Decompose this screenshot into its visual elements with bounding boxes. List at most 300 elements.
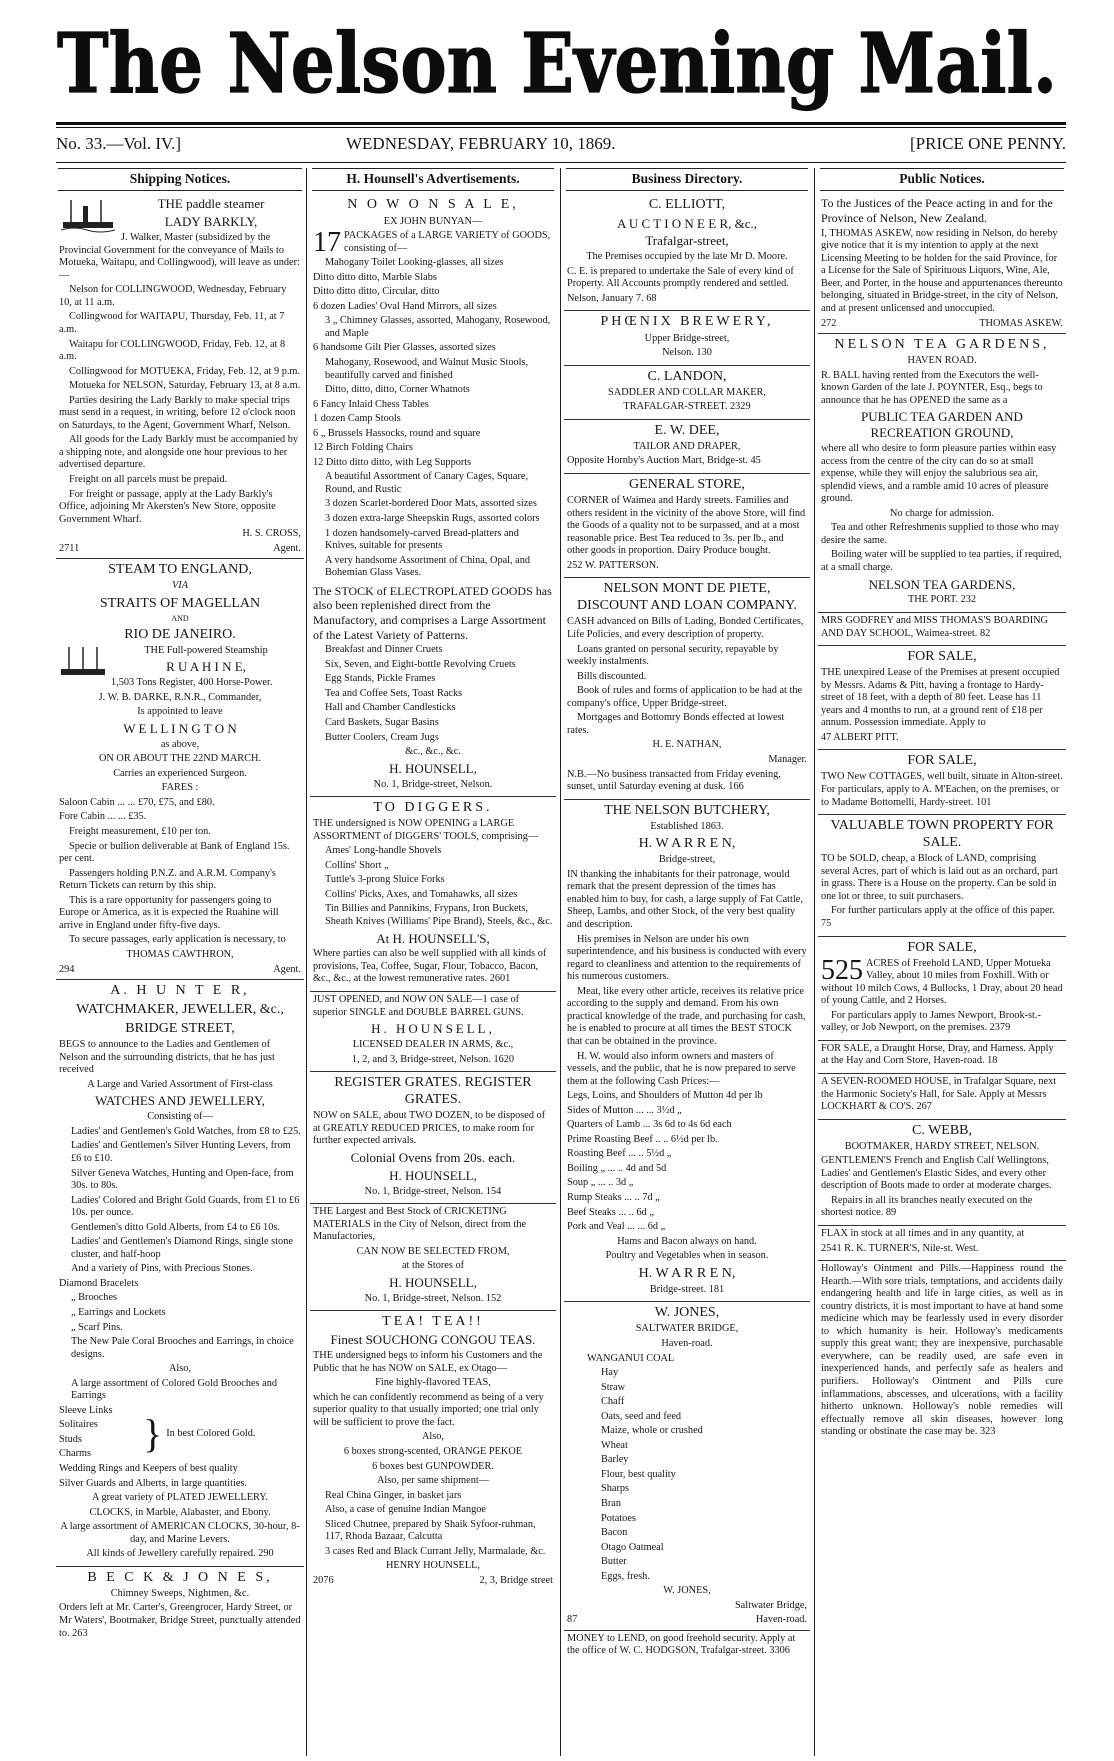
text-line: W E L L I N G T O N <box>123 720 237 736</box>
text-line: 1,503 Tons Register, 400 Horse-Power. <box>111 677 273 689</box>
issue-line <box>56 134 1066 160</box>
text-line: where all who desire to form pleasure parties within easy access from the centre of the city can do so at small expense, while they will enjoy the salubrious sea air, splendid views, and a ramble amid 10 acres of pleasure ground. <box>821 443 1057 505</box>
list-item: Butter <box>601 1556 627 1568</box>
list-item: 6 dozen Ladies' Oval Hand Mirrors, all sizes <box>313 300 497 312</box>
text-line: Fine highly-flavored TEAS, <box>375 1377 491 1389</box>
text-line: as above, <box>160 738 200 750</box>
list-item: Also, a case of genuine Indian Mangoe <box>325 1504 486 1516</box>
text-line: VIA <box>171 580 188 592</box>
issue-number: No. 33.—Vol. IV.] <box>56 134 181 153</box>
list-item: Diamond Bracelets <box>59 1277 139 1289</box>
ad-general-store <box>564 474 810 578</box>
list-item: Six, Seven, and Eight-bottle Revolving Cruets <box>325 658 516 670</box>
text-line: Opposite Hornby's Auction Mart, Bridge-st. 45 <box>567 455 761 467</box>
text-line: Bridge-street. 181 <box>649 1283 725 1295</box>
text-line: MONEY to LEND, on good freehold security. Apply at the office of W. C. HODGSON, Trafalgar-street. 3306 <box>567 1632 796 1657</box>
text-line: Finest SOUCHONG CONGOU TEAS. <box>330 1332 536 1348</box>
ad-title: TEA! TEA!! <box>382 1314 484 1330</box>
list-item: Real China Ginger, in basket jars <box>325 1489 462 1501</box>
list-item: 6 handsome Gilt Pier Glasses, assorted sizes <box>313 342 496 354</box>
text-line: Carries an experienced Surgeon. <box>113 767 247 779</box>
text-line: Boiling water will be supplied to tea parties, if required, at a small charge. <box>821 549 1062 573</box>
column-header: Business Directory. <box>566 168 808 191</box>
column-divider <box>814 168 815 1756</box>
text-line: Poultry and Vegetables when in season. <box>605 1250 769 1262</box>
text-line: which he can confidently recommend as being of a very superior quality to that usually imported; one trial only will be sufficient to prove the fact. <box>313 1391 544 1428</box>
list-item: Potatoes <box>601 1512 636 1524</box>
text-line: Freight measurement, £10 per ton. <box>69 826 211 838</box>
ad-license-notice <box>818 194 1066 334</box>
text-line: ACRES of Freehold LAND, Upper Motueka Valley, about 10 miles from Foxhill. With or without 10 milch Cows, 4 Bullocks, 1 Dray, about 20 head of young Cattle, and 2 Horses. <box>821 957 1063 1007</box>
signature: W. JONES, <box>663 1585 711 1597</box>
text-line: CORNER of Waimea and Hardy streets. Families and others resident in the vicinity of the above Store, will find the Goods of a quality not to be surpassed, and at a most reasonable price. Best Tea reduced to 3s. per lb., and other goods in proportion. Dairy Produce bought. <box>567 495 806 557</box>
list-item: Flour, best quality <box>601 1468 676 1480</box>
text-line: Meat, like every other article, receives its relative price according to the supply and demand. From his own practical knowledge of the trade, and purchasing for cash, he is enabled to procure at all times the BEST STOCK that can be obtained in the province. <box>567 985 806 1047</box>
text-line: No. 1, Bridge-street, Nelson. <box>373 778 493 790</box>
list-item: Sliced Chutnee, prepared by Shaik Syfoor-ruhman, 117, Rhoda Bazaar, Calcutta <box>325 1518 536 1543</box>
ad-w-jones <box>564 1302 810 1631</box>
text-line: All kinds of Jewellery carefully repaired. 290 <box>86 1548 274 1560</box>
list-item: Ladies' and Gentlemen's Gold Watches, from £8 to £25. <box>71 1125 301 1137</box>
text-line: Collingwood for WAITAPU, Thursday, Feb. 11, at 7 a.m. <box>59 311 285 336</box>
ad-title: GENERAL STORE, <box>629 476 745 492</box>
list-item: Wheat <box>601 1439 628 1451</box>
column-public-notices <box>818 168 1066 1756</box>
text-line: THE undersigned is NOW OPENING a LARGE ASSORTMENT of DIGGERS' TOOLS, comprising— <box>313 818 539 842</box>
list-item: Collins' Short „ <box>325 859 389 871</box>
list-item: Breakfast and Dinner Cruets <box>325 644 443 656</box>
text-line: TO be SOLD, cheap, a Block of LAND, comprising several Acres, part of which is laid out as an orchard, part in grass. There is a House on the property. Can be sold in one lot or three, to suit purchasers. <box>821 853 1059 902</box>
text-line: WANGANUI COAL <box>587 1352 675 1364</box>
list-item: Bacon <box>601 1527 628 1539</box>
text-line: A U C T I O N E E R, &c., <box>617 215 757 231</box>
list-item: Ditto, ditto, ditto, Corner Whatnots <box>325 384 470 396</box>
text-line: TAILOR AND DRAPER, <box>633 440 741 452</box>
ad-nelson-butchery <box>564 800 810 1303</box>
text-line: Hams and Bacon always on hand. <box>617 1235 757 1247</box>
price-row: Roasting Beef ... .. 5½d „ <box>567 1148 672 1160</box>
text-line: Parties desiring the Lady Barkly to make special trips must send in a request, in writing, before 12 o'clock noon on Saturdays, to the Agent, Government Wharf, Nelson. <box>59 394 296 431</box>
list-item: And a variety of Pins, with Precious Stones. <box>71 1263 253 1275</box>
text-line: LICENSED DEALER IN ARMS, &c., <box>352 1038 514 1050</box>
text-line: CLOCKS, in Marble, Alabaster, and Ebony. <box>89 1506 271 1518</box>
list-item: Charms <box>59 1448 92 1460</box>
text-line: Also, per same shipment— <box>376 1475 490 1487</box>
text-line: A SEVEN-ROOMED HOUSE, in Trafalgar Square, next the Harmonic Society's Hall, for Sale. Apply at Messrs LOCKHART & CO'S. 267 <box>821 1076 1057 1113</box>
text-line: Is appointed to leave <box>137 706 223 718</box>
list-item: Studs <box>59 1433 82 1445</box>
ad-school <box>818 613 1066 646</box>
list-item: 3 dozen Scarlet-bordered Door Mats, assorted sizes <box>325 498 537 510</box>
text-line: His premises in Nelson are under his own superintendence, and his business is conducted with every regard to cleanliness and attention to the requirements of his numerous customers. <box>567 933 807 983</box>
signature: H. W A R R E N, <box>638 1265 736 1281</box>
ad-lady-barkly <box>56 194 304 559</box>
ad-title: C. ELLIOTT, <box>648 197 726 213</box>
list-item: 3 dozen extra-large Sheepskin Rugs, assorted colors <box>325 513 540 525</box>
steamer-icon <box>59 196 117 236</box>
signature: H. S. CROSS, <box>242 528 301 540</box>
text-line: No. 1, Bridge-street, Nelson. 154 <box>364 1185 502 1197</box>
text-line: A great variety of PLATED JEWELLERY. <box>92 1492 268 1504</box>
signature: H. HOUNSELL, <box>389 760 477 776</box>
ad-title: WATCHMAKER, JEWELLER, &c., <box>76 1002 284 1018</box>
text-line: J. Walker, Master (subsidized by the Provincial Government for the conveyance of Mails to Motueka, Waitapu, and Collingwood), will leave as under:— <box>59 232 300 281</box>
text-line: The STOCK of ELECTROPLATED GOODS has also been replenished direct from the Manufactory, and comprises a Large Assortment of the Latest Variety of Patterns. <box>313 583 552 642</box>
ad-title: REGISTER GRATES. REGISTER GRATES. <box>334 1075 532 1108</box>
text-line: Freight on all parcels must be prepaid. <box>69 474 228 486</box>
list-item: Maize, whole or crushed <box>601 1425 703 1437</box>
text-line: 6 boxes best GUNPOWDER. <box>372 1460 494 1472</box>
ad-title: VALUABLE TOWN PROPERTY FOR SALE. <box>830 818 1054 851</box>
text-line: Also, <box>168 1363 192 1375</box>
text-line: R. BALL having rented from the Executors the well-known Garden of the late J. POYNTER, Esq., begs to announce that he has OPENED the same as a <box>821 369 1043 406</box>
list-item: Ditto ditto ditto, Marble Slabs <box>313 271 437 283</box>
text-line: For further particulars apply at the office of this paper. 75 <box>821 905 1055 930</box>
text-line: I, THOMAS ASKEW, now residing in Nelson, do hereby give notice that it is my intention to apply at the next Licensing Meeting to be holden for the said Province, for a License for the Sale of Spirituous Liquors, Wine, Ale, Beer, and Porter, in the house and appurtenances thereunto belonging, situated in Bridge-street, in the city of Nelson, and at present unlicensed and unoccupied. <box>821 227 1063 314</box>
text-line: Nelson for COLLINGWOOD, Wednesday, February 10, at 11 a.m. <box>59 284 287 308</box>
text-line: THE paddle steamer <box>157 196 265 212</box>
text-line: A Large and Varied Assortment of First-class <box>87 1078 273 1090</box>
ad-title: RIO DE JANEIRO. <box>124 626 236 642</box>
list-item: Mahogany Toilet Looking-glasses, all sizes <box>325 257 504 269</box>
text-line: TRAFALGAR-STREET. 2329 <box>623 401 751 413</box>
masthead <box>0 0 1114 118</box>
price-row: Legs, Loins, and Shoulders of Mutton 4d per lb <box>567 1090 763 1102</box>
text-line: CASH advanced on Bills of Lading, Bonded Certificates, Life Policies, and every description of property. <box>567 616 804 641</box>
list-item: A very handsome Assortment of China, Opal, and Bohemian Glass Vases. <box>325 554 531 579</box>
list-item: 1 dozen Camp Stools <box>313 413 401 425</box>
drop-number: 17 <box>313 227 341 259</box>
text-line: Bridge-street, <box>658 854 716 866</box>
fare-row: Fore Cabin ... ... £35. <box>59 811 147 823</box>
text-line: Mortgages and Bottomry Bonds effected at lowest rates. <box>567 712 785 736</box>
list-item: Egg Stands, Pickle Frames <box>325 673 436 685</box>
text-line: NELSON TEA GARDENS, <box>868 576 1016 592</box>
ad-draught-horse <box>818 1041 1066 1074</box>
column-header: H. Hounsell's Advertisements. <box>312 168 554 191</box>
text-line: 2541 R. K. TURNER'S, Nile-st. West. <box>821 1242 979 1254</box>
ad-title: TO DIGGERS. <box>373 800 493 816</box>
text-line: JUST OPENED, and NOW ON SALE—1 case of superior SINGLE and DOUBLE BARREL GUNS. <box>313 994 524 1018</box>
list-item: Chaff <box>601 1396 625 1408</box>
list-item: Wedding Rings and Keepers of best quality <box>59 1463 238 1474</box>
text-line: SADDLER AND COLLAR MAKER, <box>608 386 766 398</box>
ad-title: FOR SALE, <box>907 649 977 665</box>
text-line: The Premises occupied by the late Mr D. Moore. <box>586 251 788 263</box>
list-item: 3 „ Chimney Glasses, assorted, Mahogany, Rosewood, and Maple <box>325 315 551 339</box>
column-business <box>564 168 810 1756</box>
text-line: Saltwater Bridge, <box>734 1599 807 1611</box>
list-item: Solitaires <box>59 1419 98 1431</box>
signature: HENRY HOUNSELL, <box>385 1560 480 1572</box>
text-line: Consisting of— <box>147 1111 213 1123</box>
list-item: „ Earrings and Lockets <box>71 1306 166 1318</box>
brace-icon: } <box>143 1410 163 1456</box>
list-item: 3 cases Red and Black Currant Jelly, Marmalade, &c. <box>325 1545 546 1557</box>
ad-title: N O W O N S A L E, <box>347 197 519 213</box>
issue-price: [PRICE ONE PENNY. <box>909 134 1066 153</box>
text-line: Loans granted on personal security, repayable by weekly instalments. <box>567 643 779 668</box>
ad-number: 2711 <box>59 542 80 554</box>
text-line: To the Justices of the Peace acting in and for the Province of Nelson, New Zealand. <box>821 196 1053 226</box>
masthead-svg <box>0 0 1114 118</box>
price-row: Soup „ ... .. 3d „ <box>567 1177 634 1189</box>
ad-mont-de-piete <box>564 578 810 799</box>
ad-number: 294 <box>59 963 75 975</box>
list-item: Hay <box>601 1367 619 1379</box>
price-row: Sides of Mutton ... ... 3½d „ <box>567 1104 682 1116</box>
text-line: THE unexpired Lease of the Premises at present occupied by Messrs. Adams & Pitt, having a frontage to Hardy-street of 18 feet, with a depth of 80 feet. Lease has 11 years and 4 months to run, at a ground rent of £18 per annum. Possession immediate. Apply to <box>821 667 1060 729</box>
text-line: SALTWATER BRIDGE, <box>635 1323 739 1335</box>
signature: H. HOUNSELL, <box>371 1021 495 1037</box>
ad-cricketing <box>310 1204 556 1311</box>
list-item: Barley <box>601 1454 629 1466</box>
text-line: AND <box>171 614 189 624</box>
ad-to-diggers <box>310 797 556 992</box>
text-line: In best Colored Gold. <box>166 1427 256 1439</box>
ad-phoenix-brewery <box>564 311 810 365</box>
column-header: Shipping Notices. <box>58 168 302 191</box>
ad-holloway <box>818 1261 1066 1444</box>
text-line: No charge for admission. <box>890 507 994 519</box>
list-item: 12 Ditto ditto ditto, with Leg Supports <box>313 456 472 468</box>
text-line: Manager. <box>768 753 807 765</box>
column-hounsell <box>310 168 556 1756</box>
list-item: A large assortment of Colored Gold Brooches and Earrings <box>71 1377 277 1402</box>
list-item: Card Baskets, Sugar Basins <box>325 717 439 728</box>
text-line: FARES : <box>161 782 199 794</box>
text-line: BOOTMAKER, HARDY STREET, NELSON. <box>844 1140 1040 1152</box>
ad-title: FOR SALE, <box>907 939 977 955</box>
list-item: „ Scarf Pins. <box>71 1321 123 1333</box>
ad-register-grates <box>310 1072 556 1204</box>
ad-title: BRIDGE STREET, <box>125 1021 235 1037</box>
text-line: at the Stores of <box>401 1260 465 1272</box>
list-item: 6 Fancy Inlaid Chess Tables <box>313 398 429 410</box>
ad-guns <box>310 992 556 1072</box>
issue-date: WEDNESDAY, FEBRUARY 10, 1869. <box>346 134 616 153</box>
ad-title: NELSON TEA GARDENS, <box>834 337 1050 353</box>
text-line: 1, 2, and 3, Bridge-street, Nelson. 1620 <box>351 1053 515 1065</box>
ad-title: PHŒNIX BREWERY, <box>600 314 774 330</box>
list-item: A beautiful Assortment of Canary Cages, Square, Round, and Rustic <box>325 471 529 495</box>
text-line: Tea and other Refreshments supplied to those who may desire the same. <box>821 522 1060 546</box>
text-line: THE undersigned begs to inform his Customers and the Public that he has NOW on SALE, ex Otago— <box>313 1350 543 1374</box>
ad-title: STRAITS OF MAGELLAN <box>99 595 261 611</box>
ad-dee <box>564 420 810 474</box>
signature: H. HOUNSELL, <box>389 1167 477 1183</box>
drop-number: 525 <box>821 954 863 986</box>
ad-tea <box>310 1311 556 1590</box>
text-line: C. E. is prepared to undertake the Sale of every kind of Property. All Accounts promptly rendered and settled. <box>567 265 794 290</box>
ad-title: B E C K & J O N E S, <box>87 1569 273 1585</box>
list-item: Otago Oatmeal <box>601 1541 664 1553</box>
text-line: FOR SALE, a Draught Horse, Dray, and Harness. Apply at the Hay and Corn Store, Haven-road. 18 <box>821 1042 1054 1067</box>
list-item: Straw <box>601 1381 626 1393</box>
ad-for-sale-cottages <box>818 750 1066 815</box>
list-item: Silver Geneva Watches, Hunting and Open-face, from 30s. to 80s. <box>71 1167 294 1192</box>
text-line: EX JOHN BUNYAN— <box>383 215 483 227</box>
text-line: TWO New COTTAGES, well built, situate in Alton-street. For particulars, apply to A. M'Eachen, on the premises, or to Madame Bottomelli, Hardy-street. 101 <box>821 771 1063 808</box>
ad-landon <box>564 366 810 420</box>
text-line: Specie or bullion deliverable at Bank of England 15s. per cent. <box>59 840 290 865</box>
list-item: Ladies' Colored and Bright Gold Guards, from £1 to £6 10s. per ounce. <box>71 1194 300 1219</box>
list-item: Bran <box>601 1497 622 1509</box>
text-line: 47 ALBERT PITT. <box>821 731 899 743</box>
ad-money-to-lend <box>564 1631 810 1663</box>
ad-title: C. LANDON, <box>647 368 727 384</box>
text-line: Established 1863. <box>650 820 724 832</box>
list-item: Ditto ditto ditto, Circular, ditto <box>313 286 440 298</box>
list-item: Mahogany, Rosewood, and Walnut Music Stools, beautifully carved and finished <box>325 357 529 381</box>
text-line: Colonial Ovens from 20s. each. <box>350 1149 516 1165</box>
ad-town-property <box>818 815 1066 936</box>
text-line: NOW on SALE, about TWO DOZEN, to be disposed of at GREATLY REDUCED PRICES, to make room for further expected arrivals. <box>313 1110 546 1147</box>
signature: At H. HOUNSELL'S, <box>376 930 490 946</box>
text-line: HAVEN ROAD. <box>907 355 977 367</box>
ad-title: W. JONES, <box>654 1305 720 1321</box>
list-item: Ladies' and Gentlemen's Silver Hunting Levers, from £6 to £10. <box>71 1140 291 1164</box>
column-divider <box>560 168 561 1756</box>
text-line: Book of rules and forms of application to be had at the company's office, Upper Bridge-street. <box>567 685 803 709</box>
text-line: Waitapu for COLLINGWOOD, Friday, Feb. 12, at 8 a.m. <box>59 338 286 363</box>
list-item: Ladies' and Gentlemen's Diamond Rings, single stone cluster, and half-hoop <box>71 1236 293 1260</box>
text-line: J. W. B. DARKE, R.N.R., Commander, <box>98 691 262 703</box>
list-item: Gentlemen's ditto Gold Alberts, from £4 to £6 10s. <box>71 1221 280 1233</box>
text-line: MRS GODFREY and MISS THOMAS'S BOARDING AND DAY SCHOOL, Waimea-street. 82 <box>821 614 1048 639</box>
text-line: Trafalgar-street, <box>645 233 729 249</box>
text-line: H. W. would also inform owners and masters of vessels, and the public, that he is now prepared to serve them at the following Cash Prices:— <box>567 1050 796 1087</box>
ad-hunter-watchmaker <box>56 980 304 1567</box>
price-row: Pork and Veal ... ... 6d „ <box>567 1221 666 1233</box>
column-shipping <box>56 168 304 1756</box>
list-item: Tuttle's 3-prong Sluice Forks <box>325 874 445 886</box>
text-line: PACKAGES of a LARGE VARIETY of GOODS, consisting of— <box>344 230 551 254</box>
text-line: Haven-road. <box>661 1337 713 1349</box>
steamship-icon <box>59 645 107 681</box>
masthead-rule-thin <box>56 127 1066 128</box>
price-row: Prime Roasting Beef .. .. 6½d per lb. <box>567 1133 718 1145</box>
text-line: No. 1, Bridge-street, Nelson. 152 <box>364 1292 502 1304</box>
ad-elliott <box>564 194 810 311</box>
goods-list <box>567 1367 807 1583</box>
text-line: WATCHES AND JEWELLERY, <box>95 1093 265 1109</box>
list-item: Butter Coolers, Cream Jugs <box>325 731 439 743</box>
ad-title: FOR SALE, <box>907 753 977 769</box>
list-item: Eggs, fresh. <box>601 1570 650 1582</box>
text-line: For particulars apply to James Newport, Brook-st.-valley, or Job Newport, on the premises. 2379 <box>821 1009 1041 1034</box>
list-item: 12 Birch Folding Chairs <box>313 442 413 454</box>
text-line: &c., &c., &c. <box>405 746 461 758</box>
text-line: N.B.—No business transacted from Friday evening, sunset, until Saturday evening at dusk. 166 <box>567 768 781 793</box>
text-line: Orders left at Mr. Carter's, Greengrocer, Hardy Street, or Mr Waters', Bootmaker, Bridge Street, punctually attended to. 263 <box>59 1602 301 1639</box>
column-header: Public Notices. <box>820 168 1064 191</box>
list-item: Tea and Coffee Sets, Toast Racks <box>325 687 463 699</box>
ad-for-sale-lease <box>818 646 1066 750</box>
text-line: IN thanking the inhabitants for their patronage, would remark that the present depression of the times has enabled him to buy, for cash, a large supply of Fat Cattle, Sheep, Lambs, and other Stock, of the very best quality and description. <box>567 868 803 931</box>
text-line: FLAX in stock at all times and in any quantity, at <box>821 1228 1025 1240</box>
ship-name: R U A H I N E, <box>166 659 246 675</box>
text-line: Nelson, January 7. 68 <box>567 292 657 304</box>
signature: H. HOUNSELL, <box>389 1274 477 1290</box>
text-line: Collingwood for MOTUEKA, Friday, Feb. 12, at 9 p.m. <box>69 365 300 377</box>
ad-title: A. H U N T E R, <box>110 983 250 999</box>
ad-webb-bootmaker <box>818 1120 1066 1226</box>
signature: H. E. NATHAN, <box>652 739 722 751</box>
fare-row: Saloon Cabin ... ... £70, £75, and £80. <box>59 796 215 808</box>
text-line: To secure passages, early application is necessary, to <box>69 934 286 946</box>
list-item: Oats, seed and feed <box>601 1410 682 1422</box>
price-row: Boiling „ ... .. 4d and 5d <box>567 1162 667 1174</box>
list-item: Ames' Long-handle Shovels <box>325 845 442 857</box>
ad-flax <box>818 1226 1066 1261</box>
text-line: Agent. <box>273 963 301 975</box>
ad-now-on-sale <box>310 194 556 797</box>
column-divider <box>306 168 307 1756</box>
text-line: 2, 3, Bridge street <box>479 1574 553 1586</box>
masthead-title: The Nelson Evening Mail. <box>57 16 1057 112</box>
ad-freehold-land <box>818 937 1066 1041</box>
text-line: PUBLIC TEA GARDEN AND RECREATION GROUND, <box>861 409 1023 441</box>
list-item: Collins' Picks, Axes, and Tomahawks, all sizes <box>325 888 518 900</box>
text-line: Passengers holding P.N.Z. and A.R.M. Company's Return Tickets can return by this ship. <box>59 867 276 892</box>
text-line: THE Largest and Best Stock of CRICKETING MATERIALS in the City of Nelson, direct from the Manufactories, <box>313 1206 527 1243</box>
text-line: Bills discounted. <box>577 670 647 682</box>
price-row: Quarters of Lamb ... 3s 6d to 4s 6d each <box>567 1119 732 1131</box>
list-item: 1 dozen handsomely-carved Bread-platters and Knives, suitable for presents <box>325 527 519 552</box>
text-line: Haven-road. <box>755 1614 807 1626</box>
text-line: Holloway's Ointment and Pills.—Happiness round the Hearth.—With sore trials, temptations, and accidents daily endangering health and life in large cities, as well as in country districts, it is most important to have at hand some medicine which may be fearlessly used in every disorder to which humanity is heir. Holloway's medicaments supply this great want; they are inexpensive, purchasable everywhere, can be readily used, are safe even in inexperienced hands, and perfectly safe as healers and purifiers. Holloway's Ointment and Pills cure inflammations, abscesses, and ulcerations, with a facility hitherto unknown. Holloway's noble remedies will effectually remove all skin diseases, however long standing or obstinate the case may be. 323 <box>821 1263 1063 1438</box>
signature: THOMAS CAWTHRON, <box>126 948 234 960</box>
text-line: ON OR ABOUT THE 22ND MARCH. <box>98 753 262 765</box>
ad-title: NELSON MONT DE PIETE, DISCOUNT AND LOAN COMPANY. <box>577 581 797 614</box>
text-line: Where parties can also be well supplied with all kinds of provisions, Tea, Coffee, Sugar, Flour, Tobacco, Bacon, &c., &c., at the lowest remunerative rates. 2601 <box>313 948 547 985</box>
ad-title: C. WEBB, <box>911 1122 973 1138</box>
text-line: Nelson. 130 <box>662 347 712 359</box>
text-line: THE PORT. 232 <box>907 594 977 606</box>
text-line: Upper Bridge-street, <box>644 332 730 344</box>
text-line: All goods for the Lady Barkly must be accompanied by a shipping note, and alongside one hour previous to her advertised departure. <box>59 434 299 471</box>
text-line: Chimney Sweeps, Nightmen, &c. <box>110 1587 250 1599</box>
list-item: Sharps <box>601 1483 630 1495</box>
text-line: Motueka for NELSON, Saturday, February 13, at 8 a.m. <box>69 380 301 392</box>
text-line: CAN NOW BE SELECTED FROM, <box>356 1245 510 1257</box>
ad-nelson-tea-gardens <box>818 334 1066 613</box>
text-line: Also, <box>421 1431 445 1443</box>
list-item: 6 „ Brussels Hassocks, round and square <box>313 427 481 439</box>
text-line: Repairs in all its branches neatly executed on the shortest notice. 89 <box>821 1194 1033 1219</box>
list-item: „ Brooches <box>71 1292 118 1304</box>
ad-seven-roomed-house <box>818 1074 1066 1120</box>
masthead-rule <box>56 122 1066 125</box>
ad-beck-jones <box>56 1567 304 1645</box>
text-line: GENTLEMEN'S French and English Calf Wellingtons, Ladies' and Gentlemen's Elastic Sides, and every other description of Boots made to order at moderate charges. <box>821 1155 1052 1192</box>
text-line: This is a rare opportunity for passengers going to Europe or America, as it is expected the Ruahine will arrive in England under fifty-five days. <box>59 894 279 931</box>
gold-items-group <box>59 1405 301 1463</box>
list-item: Hall and Chamber Candlesticks <box>325 702 456 714</box>
price-row: Rump Steaks ... .. 7d „ <box>567 1191 660 1203</box>
text-line: 6 boxes strong-scented, ORANGE PEKOE <box>343 1446 523 1458</box>
list-item: Sleeve Links <box>59 1404 113 1416</box>
text-line: Agent. <box>273 542 301 554</box>
price-row: Beef Steaks ... .. 6d „ <box>567 1206 654 1218</box>
ad-number: 2076 <box>313 1574 334 1586</box>
list-item: Silver Guards and Alberts, in large quantities. <box>59 1477 247 1489</box>
ad-title: E. W. DEE, <box>654 422 720 438</box>
ship-name: LADY BARKLY, <box>164 214 258 230</box>
ad-steam-to-england <box>56 559 304 980</box>
text-line: H. W A R R E N, <box>638 836 736 852</box>
